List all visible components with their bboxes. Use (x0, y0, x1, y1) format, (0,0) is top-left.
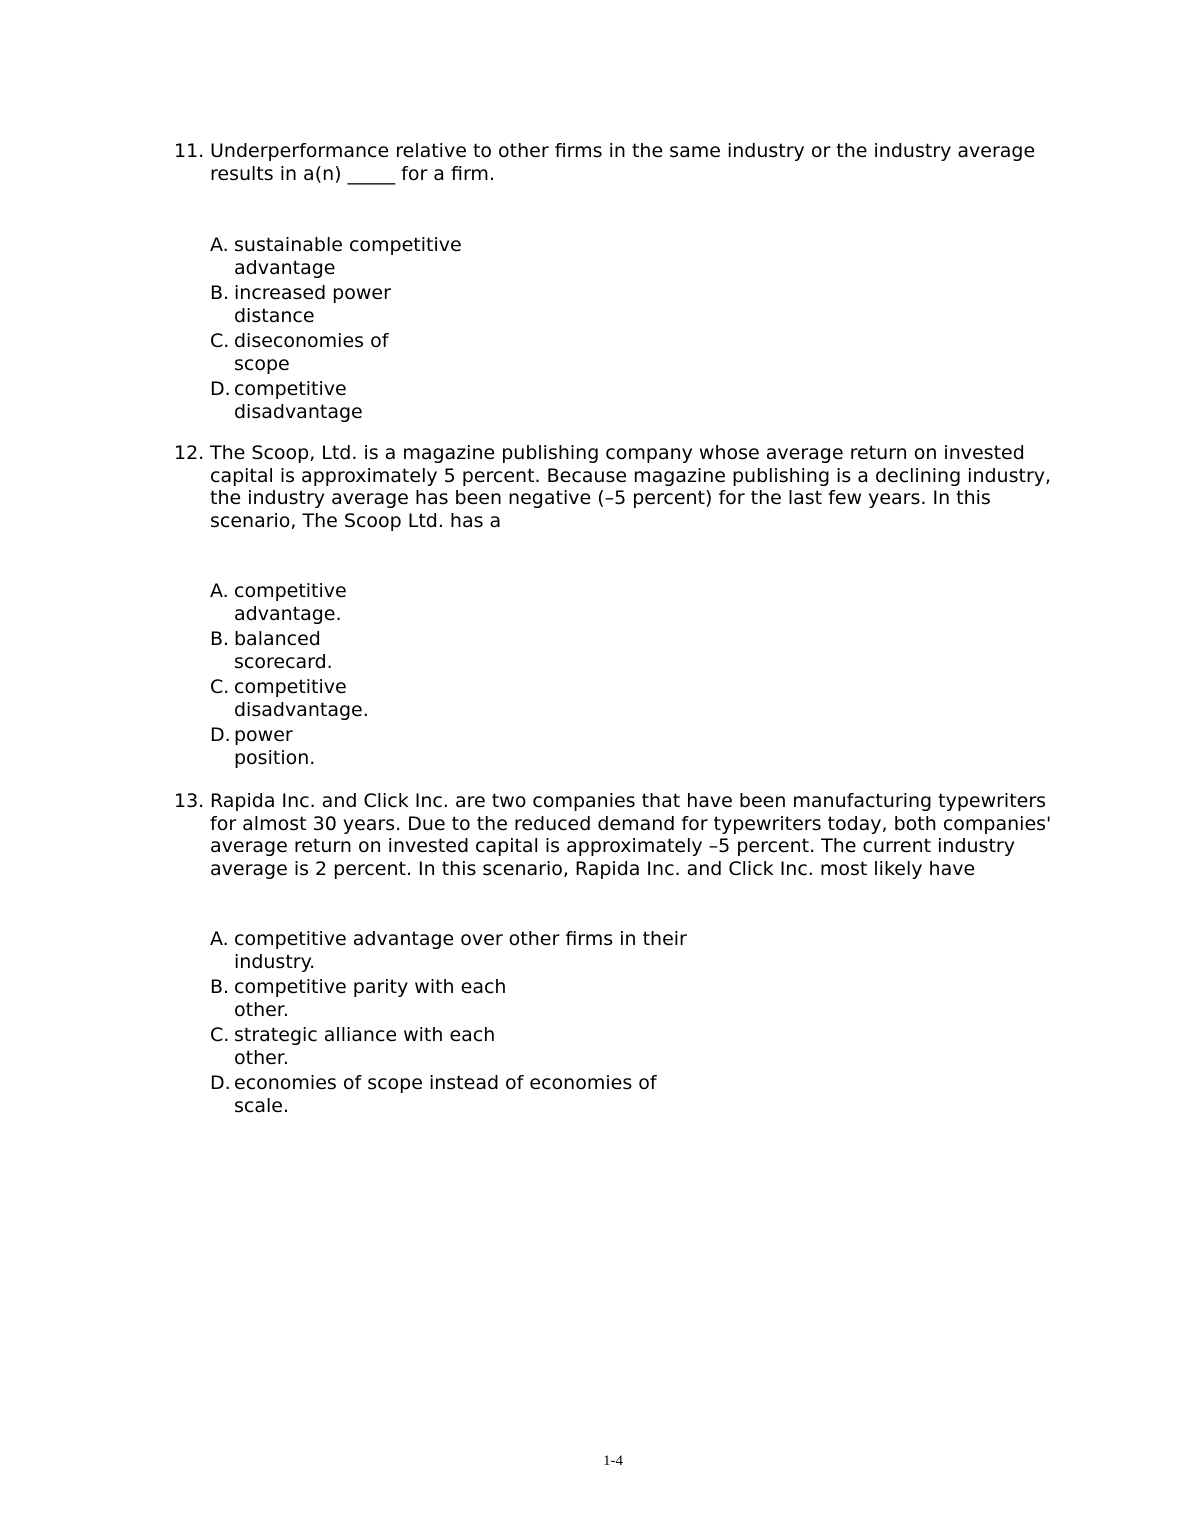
option-c[interactable] (210, 1024, 1054, 1069)
option-letter: C. (210, 676, 230, 698)
question-12-stem (174, 442, 1054, 532)
option-text: economies of scope instead of economies of scale. (234, 1072, 657, 1117)
question-text: Rapida Inc. and Click Inc. are two companies that have been manufacturing typewriters for almost 30 years. Due to the reduced demand for typewriters today, both companies' average return on invested capital is approximately –5 percent. The current industry average is 2 percent. In this scenario, Rapida Inc. and Click Inc. most likely have (210, 790, 1052, 880)
option-text: balanced scorecard. (234, 628, 333, 673)
option-text: diseconomies of scope (234, 330, 389, 375)
option-a[interactable] (210, 928, 1054, 973)
option-letter: B. (210, 628, 230, 650)
option-letter: C. (210, 330, 230, 352)
option-text: competitive advantage. (234, 580, 347, 625)
question-11 (174, 140, 1054, 426)
question-number: 13. (174, 790, 205, 812)
question-text: Underperformance relative to other firms in the same industry or the industry average results in a(n) _____ for a firm. (210, 140, 1036, 185)
option-d[interactable] (210, 378, 1054, 423)
page-number: 1-4 (603, 1453, 623, 1469)
question-11-stem (174, 140, 1054, 185)
option-letter: C. (210, 1024, 230, 1046)
option-text: sustainable competitive advantage (234, 234, 462, 279)
option-text: competitive parity with each other. (234, 976, 507, 1021)
option-a[interactable] (210, 580, 1054, 625)
option-text: increased power distance (234, 282, 391, 327)
option-c[interactable] (210, 330, 1054, 375)
question-13 (174, 790, 1054, 1120)
question-text: The Scoop, Ltd. is a magazine publishing company whose average return on invested capital is approximately 5 percent. Because magazine publishing is a declining industry, the industry average has been negative (–5 percent) for the last few years. In this scenario, The Scoop Ltd. has a (210, 442, 1052, 532)
question-number: 11. (174, 140, 205, 162)
option-d[interactable] (210, 1072, 1054, 1117)
option-letter: D. (210, 378, 231, 400)
option-d[interactable] (210, 724, 1054, 769)
option-text: competitive disadvantage. (234, 676, 369, 721)
option-a[interactable] (210, 234, 1054, 279)
option-letter: D. (210, 1072, 231, 1094)
option-c[interactable] (210, 676, 1054, 721)
question-12 (174, 442, 1054, 772)
answer-options (210, 580, 1054, 769)
option-letter: B. (210, 976, 230, 998)
option-letter: B. (210, 282, 230, 304)
option-letter: A. (210, 234, 229, 256)
option-text: competitive advantage over other firms in their industry. (234, 928, 687, 973)
option-letter: A. (210, 580, 229, 602)
option-b[interactable] (210, 976, 1054, 1021)
option-letter: A. (210, 928, 229, 950)
option-letter: D. (210, 724, 231, 746)
question-13-stem (174, 790, 1054, 880)
option-text: competitive disadvantage (234, 378, 363, 423)
option-text: power position. (234, 724, 316, 769)
question-number: 12. (174, 442, 205, 464)
answer-options (210, 234, 1054, 423)
answer-options (210, 928, 1054, 1117)
option-b[interactable] (210, 628, 1054, 673)
option-b[interactable] (210, 282, 1054, 327)
option-text: strategic alliance with each other. (234, 1024, 496, 1069)
